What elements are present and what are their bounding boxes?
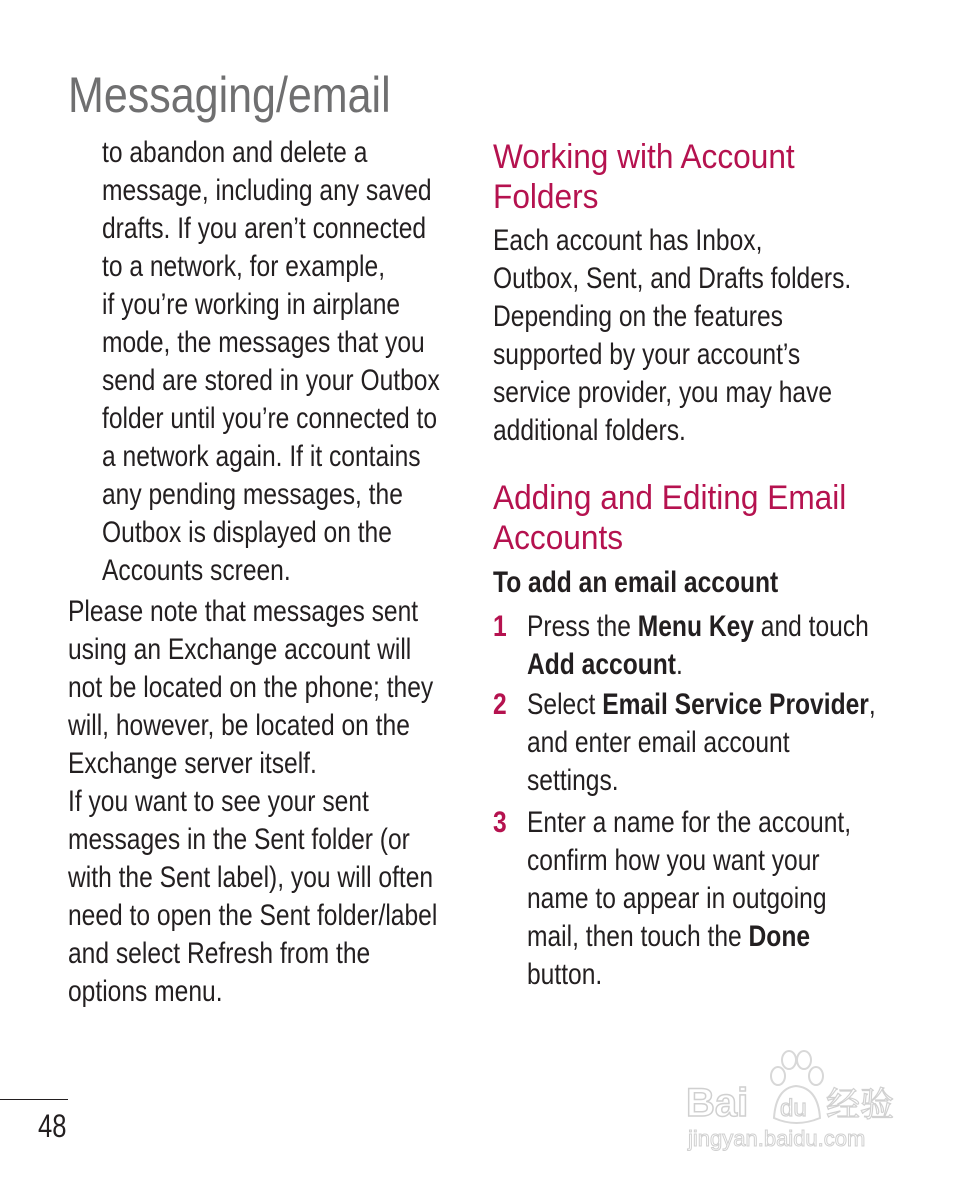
text-segment: and enter email account xyxy=(527,726,790,759)
text-line: need to open the Sent folder/label xyxy=(68,899,438,932)
step-text-line xyxy=(527,842,820,880)
section-heading: Folders xyxy=(493,178,599,216)
text-line: Each account has Inbox, xyxy=(493,224,763,257)
text-segment: settings. xyxy=(527,764,619,797)
text-line: with the Sent label), you will often xyxy=(68,861,434,894)
text-segment: and touch xyxy=(753,610,869,643)
section-heading: Adding and Editing Email xyxy=(493,479,847,517)
text-line: Exchange server itself. xyxy=(68,747,317,780)
text-line: Depending on the features xyxy=(493,300,783,333)
text-line: using an Exchange account will xyxy=(68,633,412,666)
text-line: Outbox, Sent, and Drafts folders. xyxy=(493,262,852,295)
text-line: If you want to see your sent xyxy=(68,785,369,818)
text-line: options menu. xyxy=(68,975,223,1008)
svg-text:Bai: Bai xyxy=(686,1081,749,1125)
step-text-line xyxy=(527,762,619,800)
text-line: and select Refresh from the xyxy=(68,937,371,970)
text-line: Please note that messages sent xyxy=(68,595,419,628)
svg-text:du: du xyxy=(780,1095,807,1122)
baidu-watermark-logo xyxy=(686,1048,906,1158)
section-heading: Accounts xyxy=(493,519,624,557)
step-text-line xyxy=(527,804,851,842)
subheading: To add an email account xyxy=(493,566,779,599)
text-segment: mail, then touch the xyxy=(527,920,749,953)
text-line: message, including any saved xyxy=(102,174,432,207)
text-line: if you’re working in airplane xyxy=(102,288,401,321)
step-text-line xyxy=(527,686,876,724)
text-segment: name to appear in outgoing xyxy=(527,882,827,915)
step-text-line xyxy=(527,646,683,684)
ui-term: Done xyxy=(748,920,811,953)
step-text-line xyxy=(527,724,790,762)
text-line: any pending messages, the xyxy=(102,478,403,511)
page-number: 48 xyxy=(38,1108,67,1144)
text-segment: . xyxy=(675,648,683,681)
text-line: Accounts screen. xyxy=(102,554,291,587)
step-text-line xyxy=(527,918,810,956)
step-text-line xyxy=(527,608,869,646)
text-line: service provider, you may have xyxy=(493,376,833,409)
text-line: folder until you’re connected to xyxy=(102,402,438,435)
text-segment: confirm how you want your xyxy=(527,844,820,877)
text-line: additional folders. xyxy=(493,414,686,447)
page-title: Messaging/email xyxy=(68,67,391,123)
step-number: 2 xyxy=(493,688,507,721)
text-segment: Select xyxy=(527,688,603,721)
section-heading: Working with Account xyxy=(493,138,795,176)
text-segment: , xyxy=(868,688,876,721)
text-line: mode, the messages that you xyxy=(102,326,425,359)
text-segment: Enter a name for the account, xyxy=(527,806,852,839)
text-line: will, however, be located on the xyxy=(68,709,410,742)
step-number: 1 xyxy=(493,610,507,643)
footer-divider xyxy=(0,1099,68,1100)
text-line: Outbox is displayed on the xyxy=(102,516,392,549)
text-line: messages in the Sent folder (or xyxy=(68,823,410,856)
step-text-line xyxy=(527,956,602,994)
step-number: 3 xyxy=(493,806,507,839)
text-segment: button. xyxy=(527,958,603,991)
text-line: to a network, for example, xyxy=(102,250,386,283)
ui-term: Email Service Provider xyxy=(602,688,869,721)
step-text-line xyxy=(527,880,827,918)
text-line: a network again. If it contains xyxy=(102,440,421,473)
svg-text:经验: 经验 xyxy=(826,1085,894,1125)
text-line: drafts. If you aren’t connected xyxy=(102,212,427,245)
ui-term: Menu Key xyxy=(637,610,754,643)
text-segment: Press the xyxy=(527,610,638,643)
text-line: to abandon and delete a xyxy=(102,136,368,169)
svg-text:jingyan.baidu.com: jingyan.baidu.com xyxy=(688,1126,866,1151)
text-line: not be located on the phone; they xyxy=(68,671,434,704)
ui-term: Add account xyxy=(527,648,676,681)
text-line: supported by your account’s xyxy=(493,338,801,371)
text-line: send are stored in your Outbox xyxy=(102,364,440,397)
